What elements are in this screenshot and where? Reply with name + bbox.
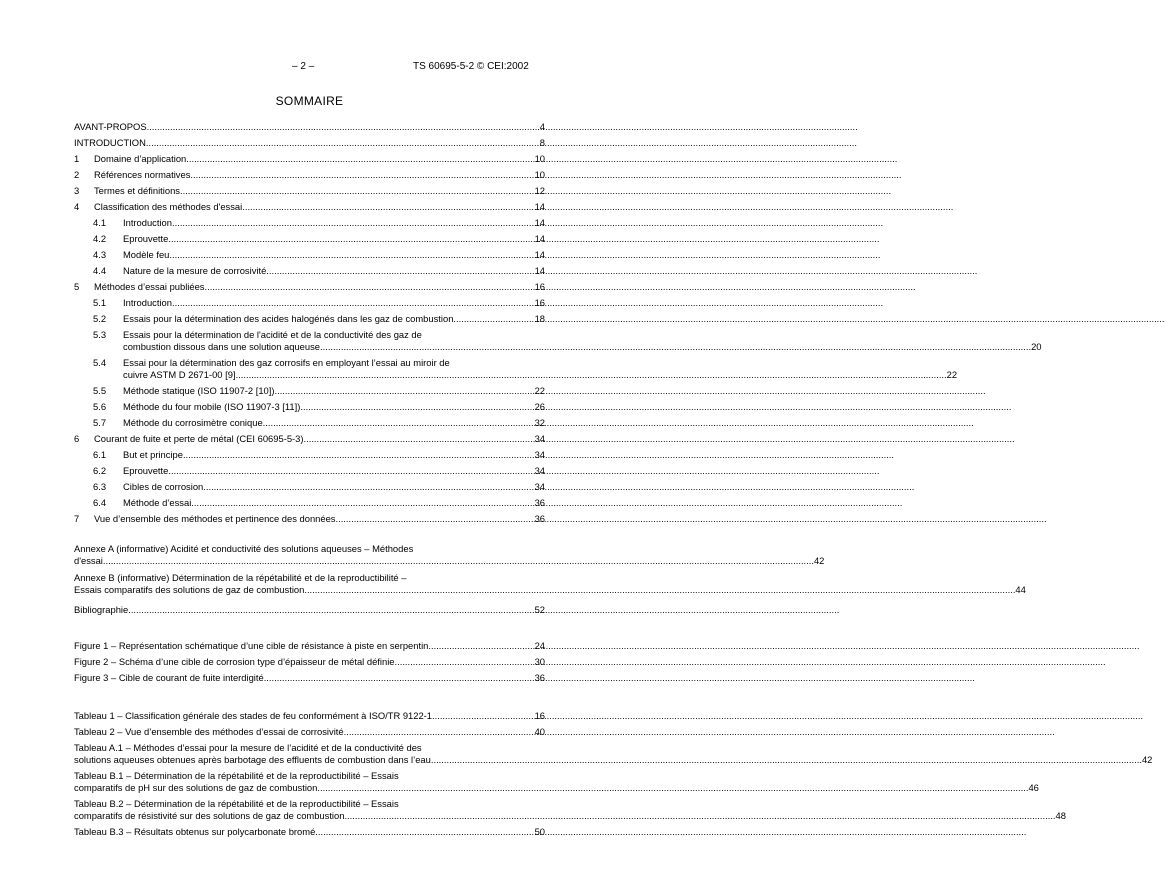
toc-label-line2: combustion dissous dans une solution aqueuse — [123, 341, 321, 352]
toc-page: 4 — [539, 121, 545, 132]
toc-entry-4[interactable] — [74, 197, 545, 213]
toc-number: 4.3 — [93, 249, 107, 260]
toc-page: 22 — [946, 369, 958, 380]
toc-page: 30 — [534, 656, 545, 667]
toc-page: 12 — [534, 185, 545, 196]
toc-number: 2 — [74, 169, 80, 180]
toc-leader — [180, 185, 535, 197]
page-title: SOMMAIRE — [275, 94, 344, 108]
toc-leader — [172, 217, 535, 229]
toc-leader — [128, 604, 534, 616]
toc-entry-4-3[interactable] — [74, 245, 545, 261]
toc-leader — [103, 555, 814, 567]
toc-entry-5[interactable] — [74, 277, 545, 293]
toc-page: 10 — [534, 153, 545, 164]
toc-page: 8 — [539, 137, 545, 148]
toc-label-line2: comparatifs de pH sur des solutions de gaz de combustion — [74, 782, 318, 793]
toc-leader — [264, 672, 535, 684]
toc-label: Tableau B.3 – Résultats obtenus sur polycarbonate bromé — [74, 826, 316, 837]
toc-page: 16 — [534, 297, 545, 308]
toc-leader — [428, 640, 534, 652]
toc-label: Méthodes d’essai publiées — [94, 281, 205, 292]
toc-entry-7[interactable] — [74, 509, 545, 525]
toc-leader — [242, 201, 534, 213]
toc-leader — [315, 826, 534, 838]
toc-label: Figure 1 – Représentation schématique d’une cible de résistance à piste en serpentin — [74, 640, 429, 651]
toc-label: Méthode d’essai — [123, 497, 192, 508]
toc-entry-bibliographie[interactable] — [74, 596, 545, 616]
toc-number: 5.3 — [93, 329, 107, 340]
toc-leader — [395, 656, 535, 668]
toc-number: 6.3 — [93, 481, 107, 492]
toc-page: 34 — [534, 449, 545, 460]
toc-label: Vue d’ensemble des méthodes et pertinence des données — [94, 513, 336, 524]
toc-label: Tableau 1 – Classification générale des stades de feu conformément à ISO/TR 9122-1 — [74, 710, 433, 721]
toc-label: Cibles de corrosion — [123, 481, 204, 492]
toc-label: Tableau 2 – Vue d’ensemble des méthodes d’essai de corrosivité — [74, 726, 344, 737]
toc-number: 5.1 — [93, 297, 107, 308]
toc-page: 14 — [534, 265, 545, 276]
toc-label-line1: Tableau B.2 – Détermination de la répétabilité et de la reproductibilité – Essais — [74, 798, 399, 809]
toc-page: 50 — [534, 826, 545, 837]
toc-page: 24 — [534, 640, 545, 651]
toc-label-line1: Annexe B (informative) Détermination de la répétabilité et de la reproductibilité – — [74, 572, 407, 583]
toc-leader — [205, 281, 535, 293]
toc-leader — [146, 137, 540, 149]
toc-label-line2: d'essai — [74, 555, 103, 566]
toc-page: 48 — [1055, 810, 1066, 821]
toc-leader — [335, 513, 534, 525]
toc-label: Nature de la mesure de corrosivité — [123, 265, 267, 276]
toc-leader — [236, 369, 947, 381]
toc-label: Essais pour la détermination des acides halogénés dans les gaz de combustion — [123, 313, 454, 324]
toc-entry-figure-2[interactable] — [74, 652, 545, 668]
toc-number: 6 — [74, 433, 80, 444]
toc-leader — [263, 417, 535, 429]
toc-label: Figure 3 – Cible de courant de fuite interdigité — [74, 672, 264, 683]
toc-entry-4-1[interactable] — [74, 213, 545, 229]
toc-number: 3 — [74, 185, 80, 196]
toc-entry-3[interactable] — [74, 181, 545, 197]
toc-entry-introduction[interactable] — [74, 133, 545, 149]
toc-leader — [203, 481, 534, 493]
toc-label: Modèle feu — [123, 249, 170, 260]
toc-label-line1: Annexe A (informative) Acidité et conductivité des solutions aqueuses – Méthodes — [74, 543, 414, 554]
toc-page: 16 — [534, 710, 545, 721]
table-of-contents — [74, 117, 1153, 838]
toc-leader — [186, 153, 534, 165]
toc-page: 42 — [813, 555, 825, 566]
toc-leader — [168, 465, 534, 477]
toc-number: 5.2 — [93, 313, 107, 324]
toc-leader — [431, 754, 1142, 766]
toc-label: Domaine d’application — [94, 153, 187, 164]
toc-label: Bibliographie — [74, 604, 129, 615]
toc-leader — [191, 497, 534, 509]
toc-page: 14 — [534, 233, 545, 244]
toc-leader — [183, 449, 535, 461]
toc-label-line1: Essais pour la détermination de l'acidité et de la conductivité des gaz de — [123, 329, 422, 340]
toc-leader — [168, 233, 534, 245]
toc-entry-6-4[interactable] — [74, 493, 545, 509]
toc-entry-5-3[interactable] — [74, 329, 1042, 353]
toc-page: 14 — [534, 217, 545, 228]
toc-label: INTRODUCTION — [74, 137, 146, 148]
toc-number: 6.1 — [93, 449, 107, 460]
toc-page: 10 — [534, 169, 545, 180]
toc-entry-5-4[interactable] — [74, 357, 958, 381]
toc-entry-6-1[interactable] — [74, 445, 545, 461]
document-reference: TS 60695-5-2 © CEI:2002 — [413, 61, 529, 72]
toc-page: 14 — [534, 249, 545, 260]
toc-leader — [432, 710, 535, 722]
toc-label: Méthode du four mobile (ISO 11907-3 [11]) — [123, 401, 301, 412]
toc-entry-5-2[interactable] — [74, 309, 545, 325]
toc-number: 7 — [74, 513, 80, 524]
toc-leader — [274, 385, 534, 397]
toc-leader — [266, 265, 534, 277]
toc-entry-annex-a[interactable] — [74, 543, 825, 567]
toc-entry-figure-1[interactable] — [74, 636, 545, 652]
toc-label: Méthode statique (ISO 11907-2 [10]) — [123, 385, 275, 396]
toc-label-line2: cuivre ASTM D 2671-00 [9] — [123, 369, 236, 380]
toc-entry-5-5[interactable] — [74, 381, 545, 397]
toc-entry-figure-3[interactable] — [74, 668, 545, 684]
toc-number: 6.2 — [93, 465, 107, 476]
toc-entry-avant-propos[interactable] — [74, 117, 545, 133]
toc-leader — [320, 341, 1031, 353]
toc-entry-5-6[interactable] — [74, 397, 545, 413]
toc-label: Introduction — [123, 217, 172, 228]
toc-label: Termes et définitions — [94, 185, 180, 196]
toc-entry-tableau-a1[interactable] — [74, 742, 1153, 766]
toc-page: 18 — [534, 313, 545, 324]
toc-label: Figure 2 – Schéma d’une cible de corrosion type d’épaisseur de métal définie — [74, 656, 395, 667]
toc-leader — [304, 433, 535, 445]
toc-page: 46 — [1028, 782, 1039, 793]
toc-entry-4-4[interactable] — [74, 261, 545, 277]
toc-label-line2: comparatifs de résistivité sur des solutions de gaz de combustion — [74, 810, 345, 821]
toc-page: 34 — [534, 433, 545, 444]
toc-number: 5.4 — [93, 357, 107, 368]
toc-leader — [304, 584, 1015, 596]
toc-leader — [344, 726, 535, 738]
toc-entry-5-7[interactable] — [74, 413, 545, 429]
toc-number: 4 — [74, 201, 80, 212]
toc-label: Références normatives — [94, 169, 191, 180]
toc-entry-2[interactable] — [74, 165, 545, 181]
toc-leader — [147, 121, 540, 133]
toc-number: 5.5 — [93, 385, 107, 396]
toc-leader — [190, 169, 534, 181]
toc-leader — [344, 810, 1055, 822]
toc-number: 4.2 — [93, 233, 107, 244]
toc-number: 5 — [74, 281, 80, 292]
toc-entry-tableau-1[interactable] — [74, 706, 545, 722]
toc-label: AVANT-PROPOS — [74, 121, 147, 132]
toc-leader — [300, 401, 534, 413]
toc-label-line1: Tableau A.1 – Méthodes d’essai pour la mesure de l’acidité et de la conductivité des — [74, 742, 422, 753]
toc-number: 1 — [74, 153, 80, 164]
toc-label: Introduction — [123, 297, 172, 308]
toc-number: 4.4 — [93, 265, 107, 276]
toc-number: 5.7 — [93, 417, 107, 428]
toc-page: 34 — [534, 481, 545, 492]
toc-page: 44 — [1015, 584, 1026, 595]
toc-page: 36 — [534, 497, 545, 508]
toc-entry-4-2[interactable] — [74, 229, 545, 245]
toc-entry-1[interactable] — [74, 149, 545, 165]
toc-label-line2: solutions aqueuses obtenues après barbotage des effluents de combustion dans l’eau — [74, 754, 431, 765]
toc-entry-annex-b[interactable] — [74, 572, 1026, 596]
toc-page: 34 — [534, 465, 545, 476]
toc-entry-tableau-b3[interactable] — [74, 822, 545, 838]
toc-page: 22 — [534, 385, 545, 396]
toc-entry-tableau-b1[interactable] — [74, 770, 1039, 794]
toc-page: 14 — [534, 201, 545, 212]
toc-label-line1: Essai pour la détermination des gaz corrosifs en employant l’essai au miroir de — [123, 357, 450, 368]
toc-entry-5-1[interactable] — [74, 293, 545, 309]
page-number: – 2 – — [292, 61, 315, 72]
toc-number: 6.4 — [93, 497, 107, 508]
toc-page: 42 — [1141, 754, 1153, 765]
toc-page: 36 — [534, 513, 545, 524]
toc-leader — [453, 313, 534, 325]
toc-entry-tableau-b2[interactable] — [74, 798, 1066, 822]
toc-page: 52 — [534, 604, 545, 615]
toc-number: 4.1 — [93, 217, 107, 228]
toc-label-line2: Essais comparatifs des solutions de gaz de combustion — [74, 584, 305, 595]
toc-label: Courant de fuite et perte de métal (CEI 60695-5-3) — [94, 433, 304, 444]
toc-label: Eprouvette — [123, 465, 169, 476]
toc-entry-6-2[interactable] — [74, 461, 545, 477]
toc-label: Classification des méthodes d'essai — [94, 201, 243, 212]
toc-number: 5.6 — [93, 401, 107, 412]
toc-label-line1: Tableau B.1 – Détermination de la répétabilité et de la reproductibilité – Essais — [74, 770, 399, 781]
toc-entry-6-3[interactable] — [74, 477, 545, 493]
toc-label: Méthode du corrosimètre conique — [123, 417, 263, 428]
toc-page: 26 — [534, 401, 545, 412]
toc-label: Eprouvette — [123, 233, 169, 244]
toc-page: 20 — [1031, 341, 1042, 352]
toc-page: 16 — [534, 281, 545, 292]
toc-label: But et principe — [123, 449, 183, 460]
toc-page: 40 — [534, 726, 545, 737]
toc-leader — [172, 297, 535, 309]
toc-entry-tableau-2[interactable] — [74, 722, 545, 738]
toc-leader — [169, 249, 534, 261]
toc-page: 36 — [534, 672, 545, 683]
toc-entry-6[interactable] — [74, 429, 545, 445]
toc-page: 32 — [534, 417, 545, 428]
toc-leader — [317, 782, 1028, 794]
